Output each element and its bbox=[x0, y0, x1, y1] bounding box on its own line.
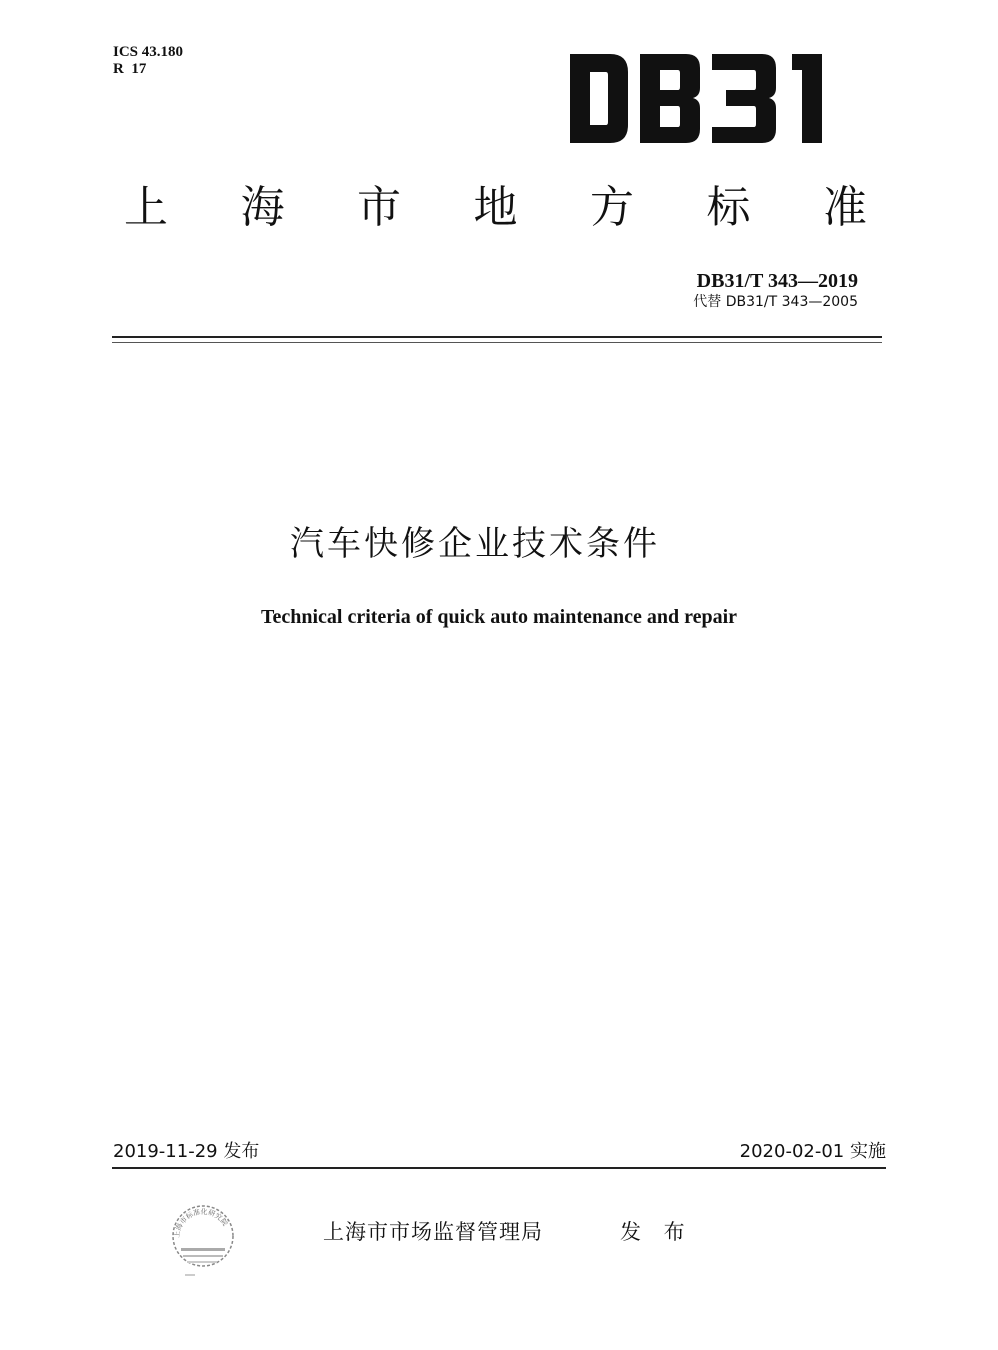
category-char: 准 bbox=[823, 182, 867, 233]
header-divider-thin bbox=[112, 342, 882, 343]
title-english: Technical criteria of quick auto maintenance and repair bbox=[260, 606, 738, 628]
ics-code: ICS 43.180 bbox=[113, 44, 184, 60]
implementation-date: 2020-02-01 实施 bbox=[739, 1141, 886, 1162]
issue-date: 2019-11-29 发布 bbox=[113, 1141, 260, 1162]
title-chinese: 汽车快修企业技术条件 bbox=[290, 524, 660, 564]
category-char: 标 bbox=[706, 182, 751, 233]
footer-divider bbox=[112, 1167, 886, 1169]
logo-text: DB31 bbox=[566, 35, 611, 54]
replaced-standard: 代替 DB31/T 343—2005 bbox=[693, 294, 858, 310]
publish-label: 发 布 bbox=[620, 1220, 693, 1244]
db31-logo bbox=[566, 35, 832, 147]
category-char: 方 bbox=[590, 182, 634, 233]
category-char: 海 bbox=[240, 182, 285, 233]
publisher-seal bbox=[163, 1198, 247, 1288]
standard-category bbox=[118, 183, 873, 233]
classification-codes bbox=[113, 44, 183, 78]
standard-number: DB31/T 343—2019 bbox=[696, 270, 858, 292]
seal-text: 上海市标准化研究院 bbox=[172, 1207, 230, 1239]
publisher-name: 上海市市场监督管理局 bbox=[323, 1220, 543, 1244]
category-char: 上 bbox=[124, 182, 168, 233]
header-divider bbox=[112, 336, 882, 338]
category-char: 地 bbox=[473, 182, 518, 233]
ccs-code: R 17 bbox=[113, 61, 147, 77]
category-char: 市 bbox=[357, 182, 401, 233]
